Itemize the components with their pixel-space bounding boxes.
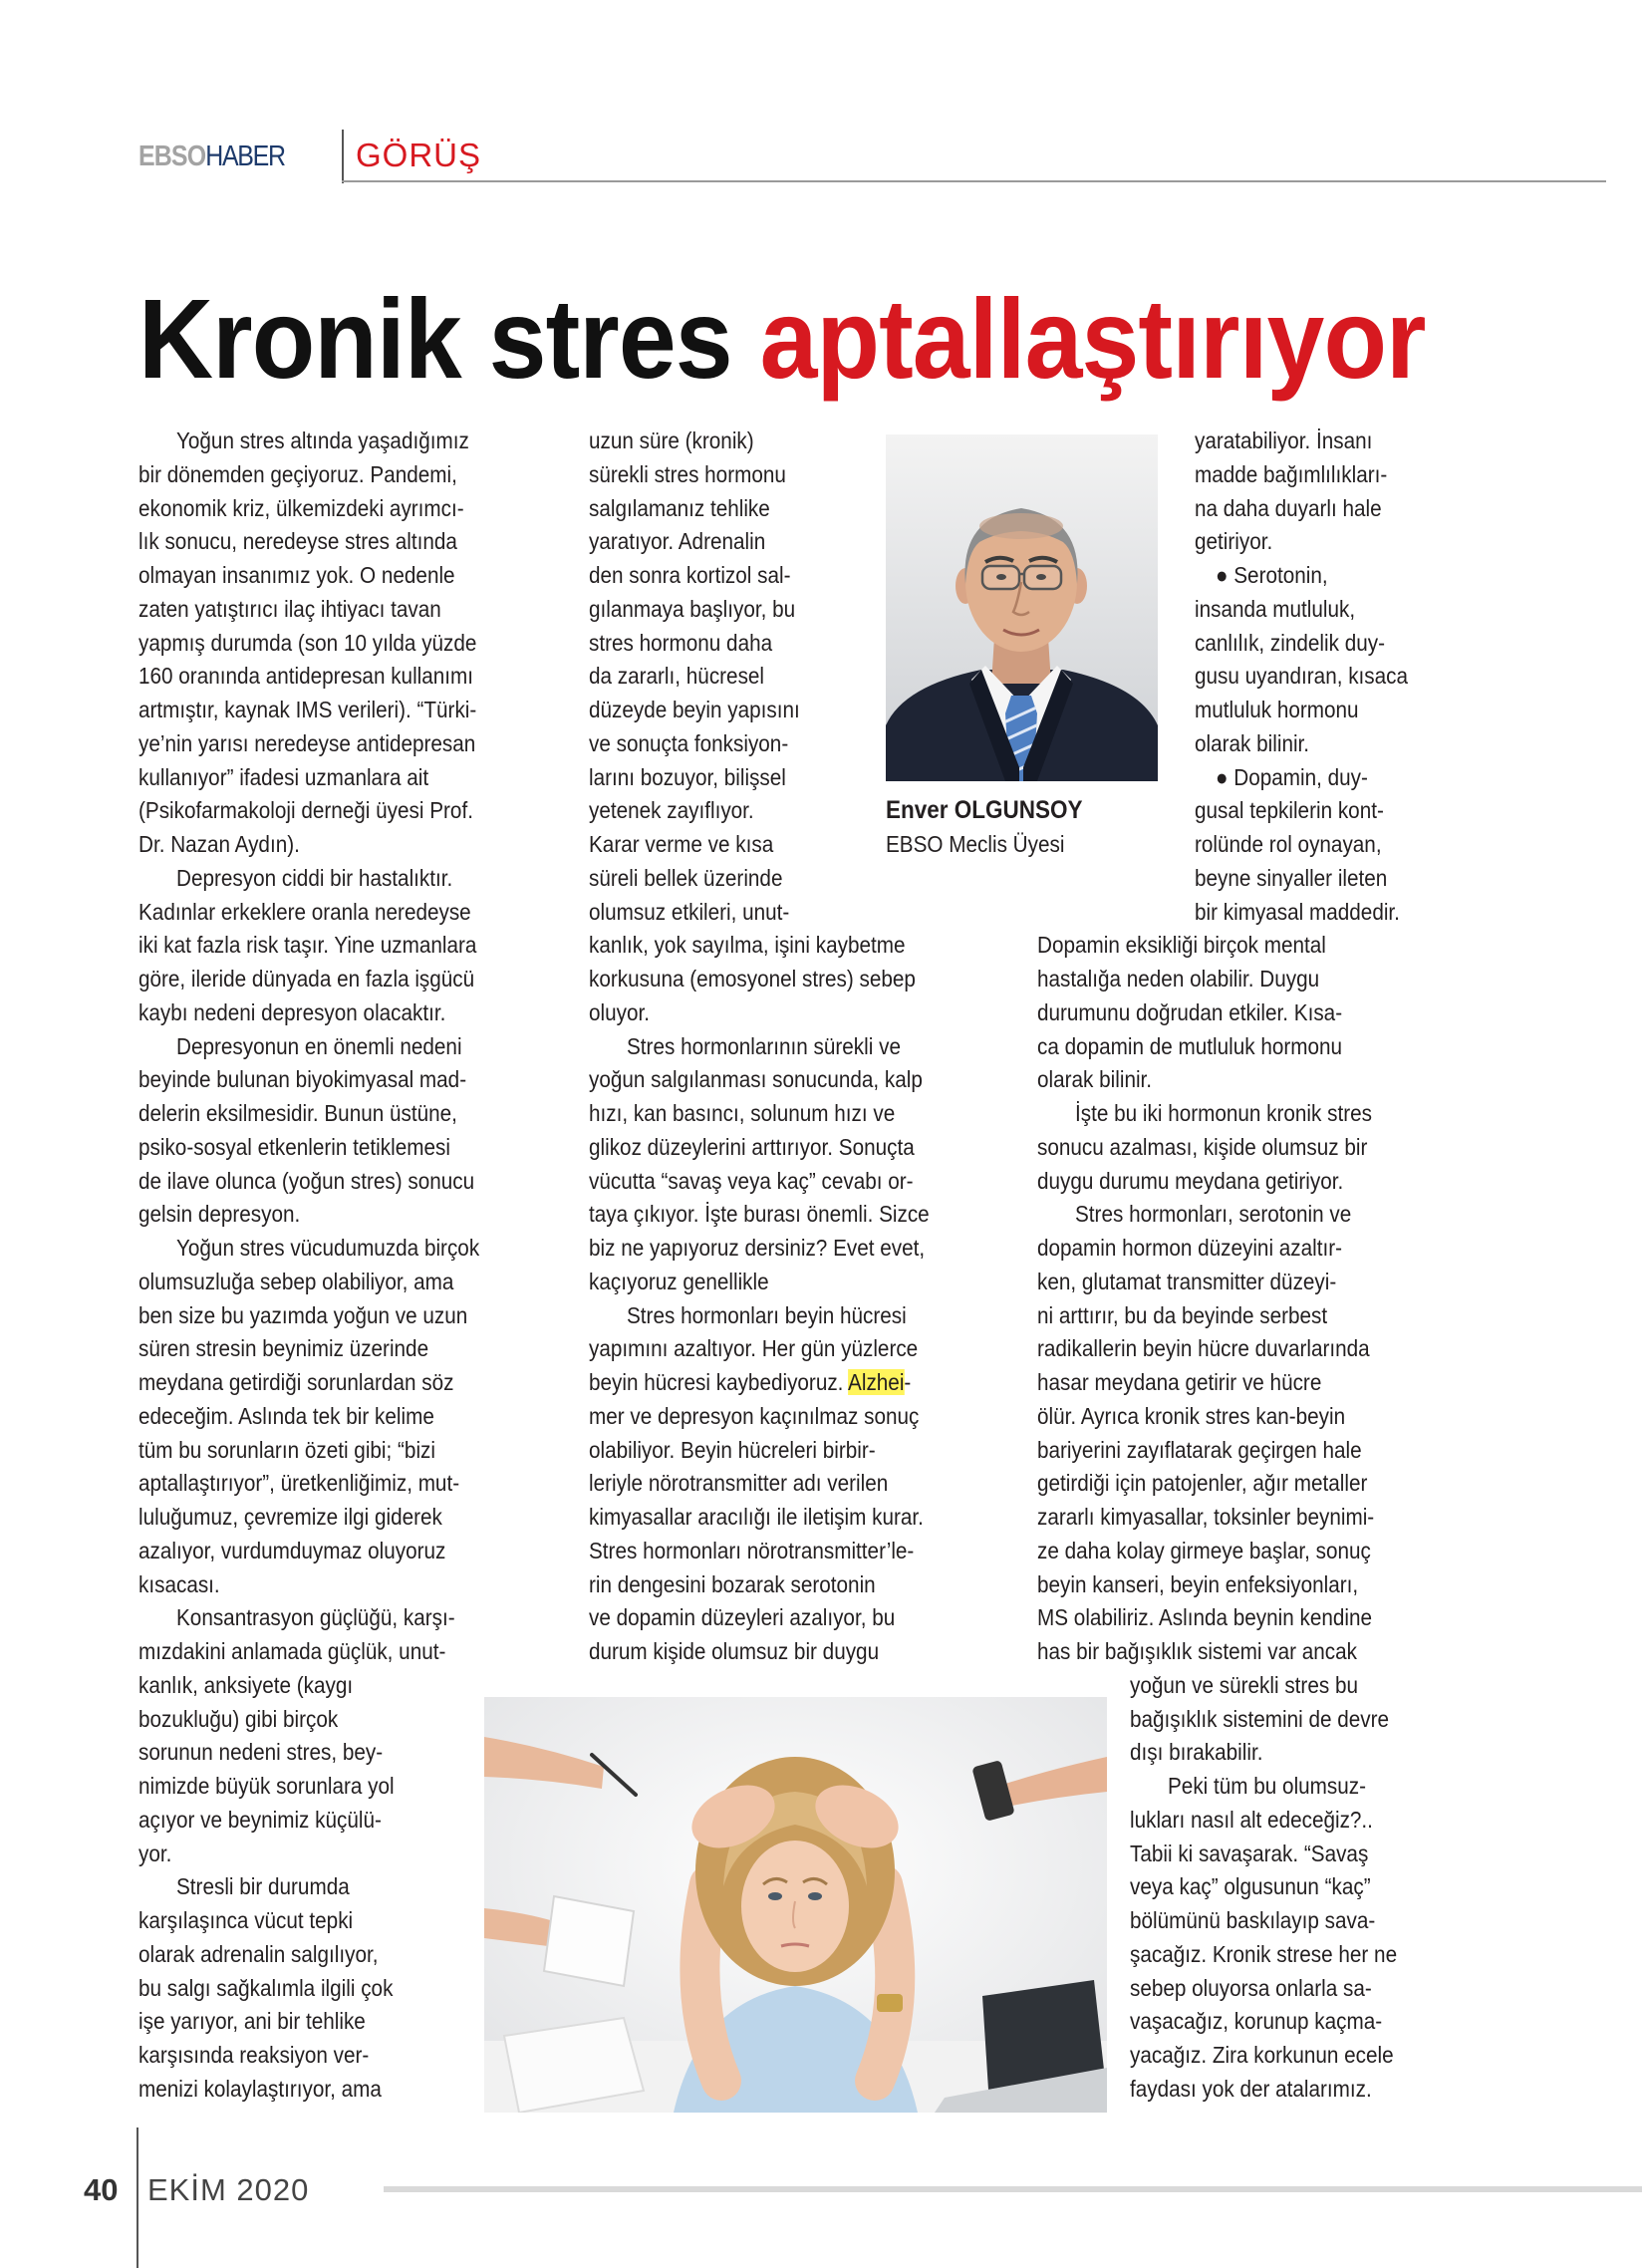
article-line: bir kimyasal maddedir.	[1195, 898, 1400, 925]
article-line: kısacası.	[138, 1570, 220, 1597]
author-portrait-image	[886, 434, 1158, 781]
logo-haber: HABER	[205, 141, 285, 172]
article-line: bir dönemden geçiyoruz. Pandemi,	[138, 460, 457, 487]
article-line: ken, glutamat transmitter düzeyi-	[1037, 1268, 1337, 1294]
article-line: gelsin depresyon.	[138, 1201, 301, 1228]
article-line: mutluluk hormonu	[1195, 697, 1359, 722]
article-line: radikallerin beyin hücre duvarlarında	[1037, 1335, 1370, 1362]
article-line: meydana getirdiği sorunlardan söz	[138, 1369, 454, 1395]
article-line: kimyasallar aracılığı ile iletişim kurar.	[589, 1504, 924, 1530]
article-line: vaşacağız, korunup kaçma-	[1130, 2008, 1383, 2035]
article-line: ölür. Ayrıca kronik stres kan-beyin	[1037, 1402, 1346, 1429]
scalp	[979, 513, 1063, 539]
article-line: Konsantrasyon güçlüğü, karşı-	[176, 1604, 455, 1631]
article-line: tüm bu sorunların özeti gibi; “bizi	[138, 1436, 435, 1463]
article-line: Peki tüm bu olumsuz-	[1168, 1773, 1367, 1799]
article-line: luluğumuz, çevremize ilgi giderek	[138, 1504, 442, 1530]
logo-ebso: EBSO	[138, 141, 206, 172]
article-line: bu salgı sağkalımla ilgili çok	[138, 1974, 394, 2001]
article-line: durum kişide olumsuz bir duygu	[589, 1638, 880, 1664]
headline-part-1: Kronik stres	[138, 276, 732, 402]
article-line: dışı bırakabilir.	[1130, 1739, 1263, 1766]
article-line: bariyerini zayıflatarak geçirgen hale	[1037, 1436, 1362, 1463]
article-line	[589, 1366, 911, 1400]
article-line: karşısında reaksiyon ver-	[138, 2042, 370, 2068]
article-line: dopamin hormon düzeyini azaltır-	[1037, 1235, 1343, 1261]
article-line: artmıştır, kaynak IMS verileri). “Türki-	[138, 697, 477, 722]
article-line: beyin kanseri, beyin enfeksiyonları,	[1037, 1570, 1359, 1597]
article-line: Depresyonun en önemli nedeni	[176, 1032, 462, 1059]
article-line: den sonra kortizol sal-	[589, 562, 791, 588]
article-line: lık sonucu, neredeyse stres altında	[138, 528, 457, 555]
article-line: psiko-sosyal etkenlerin tetiklemesi	[138, 1133, 450, 1160]
article-line: yoğun salgılanması sonucunda, kalp	[589, 1066, 923, 1093]
section-label: GÖRÜŞ	[356, 137, 482, 173]
article-line: hastalığa neden olabilir. Duygu	[1037, 966, 1320, 992]
article-line: bölümünü baskılayıp sava-	[1130, 1907, 1376, 1933]
article-line: göre, ileride dünyada en fazla işgücü	[138, 966, 475, 992]
article-line: biz ne yapıyoruz dersiniz? Evet evet,	[589, 1235, 926, 1261]
article-line: rin dengesini bozarak serotonin	[589, 1570, 876, 1597]
article-line: olmayan insanımız yok. O nedenle	[138, 562, 455, 588]
article-line: oluyor.	[589, 998, 650, 1025]
article-line: Stresli bir durumda	[176, 1873, 350, 1900]
article-line: bağışıklık sistemini de devre	[1130, 1705, 1390, 1732]
article-line: olabiliyor. Beyin hücreleri birbir-	[589, 1436, 876, 1463]
article-line: zararlı kimyasallar, toksinler beynimi-	[1037, 1504, 1375, 1530]
article-line: Dr. Nazan Aydın).	[138, 831, 300, 857]
article-line: nimizde büyük sorunlara yol	[138, 1773, 395, 1799]
article-line: korkusuna (emosyonel stres) sebep	[589, 966, 916, 992]
article-line: salgılamanız tehlike	[589, 494, 770, 521]
article-line: veya kaç” olgusunun “kaç”	[1130, 1873, 1371, 1900]
eye-left	[768, 1892, 782, 1900]
author-title: EBSO Meclis Üyesi	[886, 831, 1065, 857]
article-line: Stres hormonları beyin hücresi	[627, 1301, 907, 1328]
article-line: menizi kolaylaştırıyor, ama	[138, 2075, 382, 2102]
article-line: taya çıkıyor. İşte burası önemli. Sizce	[589, 1201, 930, 1228]
article-line: faydası yok der atalarımız.	[1130, 2075, 1372, 2102]
article-line: Depresyon ciddi bir hastalıktır.	[176, 864, 453, 891]
article-line: hızı, kan basıncı, solunum hızı ve	[589, 1100, 896, 1126]
text-segment: beyin hücresi kaybediyoruz.	[589, 1369, 849, 1395]
article-line: mer ve depresyon kaçınılmaz sonuç	[589, 1402, 920, 1429]
article-line: delerin eksilmesidir. Bunun üstüne,	[138, 1100, 457, 1126]
article-line: has bir bağışıklık sistemi var ancak	[1037, 1638, 1357, 1664]
article-line: Tabii ki savaşarak. “Savaş	[1130, 1840, 1369, 1866]
article-line: getirdiği için patojenler, ağır metaller	[1037, 1470, 1368, 1497]
article-line: ye’nin yarısı neredeyse antidepresan	[138, 729, 476, 756]
article-line: düzeyde beyin yapısını	[589, 697, 800, 722]
article-line: Dopamin eksikliği birçok mental	[1037, 932, 1326, 959]
article-line: MS olabiliriz. Aslında beynin kendine	[1037, 1604, 1372, 1631]
footer-rule	[384, 2186, 1642, 2192]
article-line: getiriyor.	[1195, 528, 1273, 555]
article-line: kanlık, yok sayılma, işini kaybetme	[589, 932, 906, 959]
article-line: kaçıyoruz genellikle	[589, 1268, 769, 1294]
header-divider	[342, 130, 344, 183]
article-line: Stres hormonları, serotonin ve	[1075, 1201, 1352, 1228]
article-line: gusal tepkilerin kont-	[1195, 797, 1384, 824]
article-line: açıyor ve beynimiz küçülü-	[138, 1806, 382, 1833]
article-line: iki kat fazla risk taşır. Yine uzmanlara	[138, 932, 477, 959]
ebso-haber-logo	[138, 139, 285, 174]
article-line: de ilave olunca (yoğun stres) sonucu	[138, 1167, 475, 1194]
author-name: Enver OLGUNSOY	[886, 796, 1083, 824]
article-line: rolünde rol oynayan,	[1195, 831, 1382, 857]
article-line: madde bağımlılıkları-	[1195, 460, 1388, 487]
article-line: Kadınlar erkeklere oranla neredeyse	[138, 898, 471, 925]
article-line: olarak bilinir.	[1037, 1066, 1153, 1093]
header-rule	[342, 180, 1606, 182]
article-line: sonucu azalması, kişide olumsuz bir	[1037, 1133, 1368, 1160]
paper-sheet	[544, 1896, 634, 1986]
article-line: azalıyor, vurdumduymaz oluyoruz	[138, 1537, 446, 1563]
article-line: insanda mutluluk,	[1195, 595, 1356, 622]
article-line: duygu durumu meydana getiriyor.	[1037, 1167, 1344, 1194]
article-line: yor.	[138, 1840, 172, 1866]
footer-divider	[137, 2127, 138, 2268]
article-line: yapımını azaltıyor. Her gün yüzlerce	[589, 1335, 919, 1362]
article-line: ve sonuçta fonksiyon-	[589, 729, 789, 756]
article-line: kanlık, anksiyete (kaygı	[138, 1671, 354, 1698]
article-line: şacağız. Kronik strese her ne	[1130, 1940, 1398, 1967]
article-line: yoğun ve sürekli stres bu	[1130, 1671, 1358, 1698]
article-line: lukları nasıl alt edeceğiz?..	[1130, 1806, 1373, 1833]
eye-right	[808, 1892, 822, 1900]
article-line: leriyle nörotransmitter adı verilen	[589, 1470, 889, 1497]
article-line: ca dopamin de mutluluk hormonu	[1037, 1032, 1343, 1059]
article-line: Karar verme ve kısa	[589, 831, 774, 857]
article-line: gılanmaya başlıyor, bu	[589, 595, 796, 622]
article-line: larını bozuyor, bilişsel	[589, 763, 786, 790]
article-line: İşte bu iki hormonun kronik stres	[1075, 1100, 1372, 1126]
article-line: durumunu doğrudan etkiler. Kısa-	[1037, 998, 1343, 1025]
article-line: olarak bilinir.	[1195, 729, 1310, 756]
article-line: vücutta “savaş veya kaç” cevabı or-	[589, 1167, 914, 1194]
article-line: yapmış durumda (son 10 yılda yüzde	[138, 629, 477, 656]
article-line: uzun süre (kronik)	[589, 427, 754, 453]
article-line: da zararlı, hücresel	[589, 663, 765, 690]
article-line: 160 oranında antidepresan kullanımı	[138, 663, 474, 690]
article-line: gusu uyandıran, kısaca	[1195, 663, 1409, 690]
article-line: canlılık, zindelik duy-	[1195, 629, 1385, 656]
article-line: süren stresin beynimiz üzerinde	[138, 1335, 429, 1362]
article-line: Yoğun stres altında yaşadığımız	[176, 427, 469, 453]
issue-date: EKİM 2020	[147, 2172, 310, 2207]
article-line: stres hormonu daha	[589, 629, 773, 656]
article-line: zaten yatıştırıcı ilaç ihtiyacı tavan	[138, 595, 441, 622]
article-line: Stres hormonlarının sürekli ve	[627, 1032, 901, 1059]
article-line: ni arttırır, bu da beyinde serbest	[1037, 1301, 1328, 1328]
article-line: kaybı nedeni depresyon olacaktır.	[138, 998, 446, 1025]
article-line: edeceğim. Aslında tek bir kelime	[138, 1402, 434, 1429]
article-headline	[138, 276, 1426, 402]
article-line: yaratabiliyor. İnsanı	[1195, 427, 1373, 453]
article-line: ben size bu yazımda yoğun ve uzun	[138, 1301, 468, 1328]
text-segment: -	[904, 1369, 912, 1395]
article-line: sebep oluyorsa onlarla sa-	[1130, 1974, 1372, 2001]
article-line: karşılaşınca vücut tepki	[138, 1907, 354, 1933]
article-line: hasar meydana getirir ve hücre	[1037, 1369, 1322, 1395]
article-line: süreli bellek üzerinde	[589, 864, 783, 891]
stressed-woman-image	[484, 1697, 1107, 2113]
article-line: ● Dopamin, duy-	[1216, 763, 1368, 790]
article-line: beyinde bulunan biyokimyasal mad-	[138, 1066, 467, 1093]
article-line: işe yarıyor, ani bir tehlike	[138, 2008, 366, 2035]
article-line: yacağız. Zira korkunun ecele	[1130, 2042, 1394, 2068]
article-line: ● Serotonin,	[1216, 562, 1328, 588]
article-line: olumsuzluğa sebep olabiliyor, ama	[138, 1268, 454, 1294]
article-line: glikoz düzeylerini arttırıyor. Sonuçta	[589, 1133, 915, 1160]
article-line: ve dopamin düzeyleri azalıyor, bu	[589, 1604, 896, 1631]
article-line: bozukluğu) gibi birçok	[138, 1705, 339, 1732]
article-line: aptallaştırıyor”, üretkenliğimiz, mut-	[138, 1470, 460, 1497]
article-line: Yoğun stres vücudumuzda birçok	[176, 1235, 480, 1261]
author-photo	[886, 434, 1158, 781]
stress-photo	[484, 1697, 1107, 2113]
article-line: olumsuz etkileri, unut-	[589, 898, 790, 925]
article-line: yaratıyor. Adrenalin	[589, 528, 766, 555]
article-line: mızdakini anlamada güçlük, unut-	[138, 1638, 446, 1664]
headline-part-2: aptallaştırıyor	[759, 276, 1426, 402]
article-line: (Psikofarmakoloji derneği üyesi Prof.	[138, 797, 473, 824]
wristwatch	[877, 1994, 903, 2012]
page-number: 40	[84, 2172, 119, 2207]
article-line: sorunun nedeni stres, bey-	[138, 1739, 384, 1766]
article-line: Stres hormonları nörotransmitter’le-	[589, 1537, 915, 1563]
article-line: kullanıyor” ifadesi uzmanlara ait	[138, 763, 429, 790]
article-line: yetenek zayıflıyor.	[589, 797, 754, 824]
article-line: sürekli stres hormonu	[589, 460, 786, 487]
article-line: olarak adrenalin salgılıyor,	[138, 1940, 379, 1967]
article-line: beyne sinyaller ileten	[1195, 864, 1388, 891]
highlighted-text: Alzhei	[848, 1369, 905, 1395]
article-line: na daha duyarlı hale	[1195, 494, 1382, 521]
article-line: ekonomik kriz, ülkemizdeki ayrımcı-	[138, 494, 464, 521]
article-line: ze daha kolay girmeye başlar, sonuç	[1037, 1537, 1371, 1563]
